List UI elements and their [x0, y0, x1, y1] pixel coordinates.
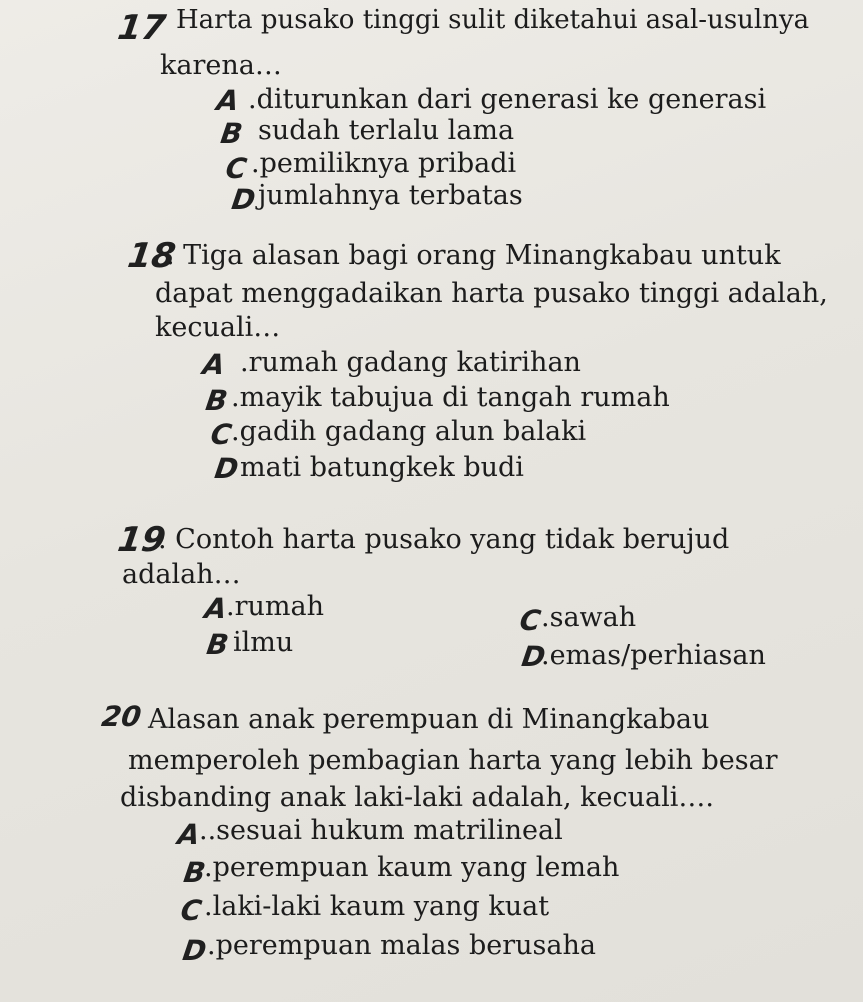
option-letter: D — [180, 934, 209, 967]
question-text-line: Alasan anak perempuan di Minangkabau — [148, 704, 710, 735]
option-text: jumlahnya terbatas — [258, 180, 523, 211]
option-text: .sawah — [541, 602, 637, 633]
option-text: mati batungkek budi — [240, 452, 524, 483]
option-text: ilmu — [233, 627, 294, 658]
option-text: .pemiliknya pribadi — [251, 148, 517, 179]
question-text-line: memperoleh pembagian harta yang lebih besar — [128, 745, 778, 776]
option-letter: A — [214, 84, 241, 117]
option-text: .emas/perhiasan — [541, 640, 766, 671]
option-letter: D — [519, 640, 548, 673]
question-text-line: dapat menggadaikan harta pusako tinggi adalah, — [155, 278, 828, 309]
option-text: ..sesuai hukum matrilineal — [199, 815, 563, 846]
option-letter: B — [203, 384, 230, 417]
option-text: .perempuan malas berusaha — [207, 930, 596, 961]
option-letter: A — [175, 818, 202, 851]
question-text-line: adalah… — [122, 559, 241, 590]
option-letter: C — [517, 604, 543, 637]
option-text: .diturunkan dari generasi ke generasi — [248, 84, 767, 115]
question-number: 17 — [115, 8, 169, 48]
option-letter: C — [223, 152, 249, 185]
question-number: 20 — [99, 700, 144, 733]
option-text: .mayik tabujua di tangah rumah — [231, 382, 670, 413]
option-text: .rumah — [226, 591, 324, 622]
option-letter: D — [229, 183, 258, 216]
option-letter: B — [204, 628, 231, 661]
question-text-line: Harta pusako tinggi sulit diketahui asal-usulnya — [176, 5, 810, 35]
option-letter: A — [202, 592, 229, 625]
question-number: 19 — [115, 520, 169, 560]
option-letter: B — [181, 856, 208, 889]
option-text: .rumah gadang katirihan — [240, 347, 581, 378]
option-text: .laki-laki kaum yang kuat — [204, 891, 550, 922]
question-number: 18 — [125, 236, 179, 276]
option-text: .perempuan kaum yang lemah — [204, 852, 620, 883]
option-letter: A — [200, 348, 227, 381]
question-text-line: . Tiga alasan bagi orang Minangkabau untuk — [166, 240, 781, 271]
option-text: sudah terlalu lama — [258, 115, 515, 146]
option-letter: C — [178, 894, 204, 927]
option-text: .gadih gadang alun balaki — [231, 416, 587, 447]
question-text-line: . Contoh harta pusako yang tidak berujud — [158, 524, 730, 555]
option-letter: D — [212, 452, 241, 485]
question-text-line: kecuali… — [155, 312, 281, 343]
question-text-line: disbanding anak laki-laki adalah, kecuali…. — [120, 782, 714, 813]
option-letter: B — [218, 117, 245, 150]
question-text-line: karena… — [160, 50, 282, 81]
option-letter: C — [208, 418, 234, 451]
